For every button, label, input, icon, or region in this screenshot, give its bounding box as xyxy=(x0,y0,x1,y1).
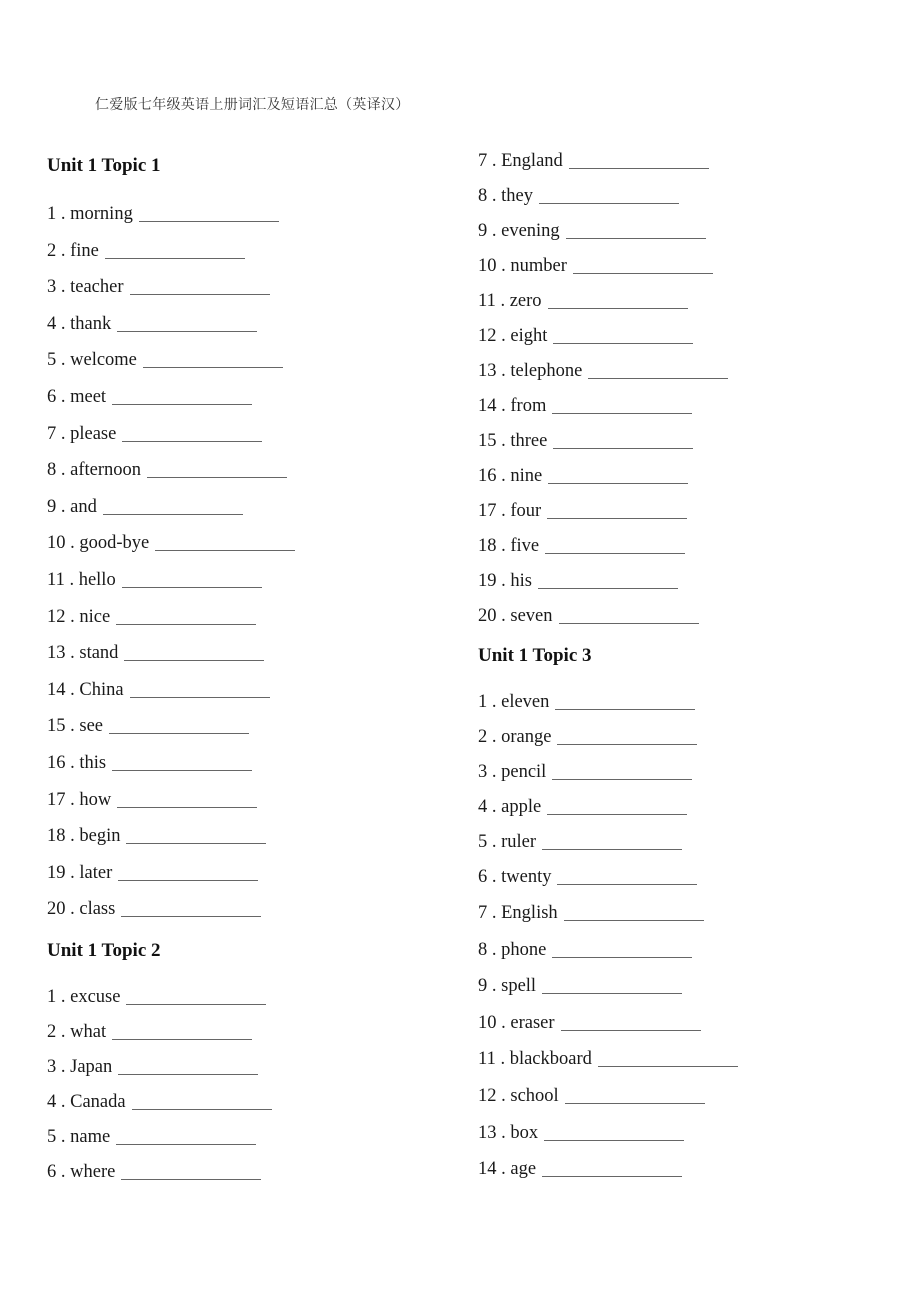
item-number: 11 xyxy=(478,1049,496,1069)
answer-blank[interactable] xyxy=(547,814,687,815)
vocab-word: blackboard xyxy=(509,1049,592,1069)
item-separator: . xyxy=(501,606,506,626)
vocab-word: age xyxy=(510,1159,537,1179)
item-number: 18 xyxy=(478,536,497,556)
vocab-word: morning xyxy=(70,204,133,224)
item-separator: . xyxy=(70,789,75,810)
answer-blank[interactable] xyxy=(566,238,706,239)
vocab-word: stand xyxy=(79,643,119,664)
vocab-word: zero xyxy=(509,291,542,311)
vocab-item xyxy=(47,715,249,737)
vocab-item xyxy=(47,862,258,884)
vocab-word: Canada xyxy=(70,1092,126,1112)
answer-blank[interactable] xyxy=(547,518,687,519)
item-number: 2 xyxy=(478,727,488,747)
answer-blank[interactable] xyxy=(552,779,692,780)
answer-blank[interactable] xyxy=(588,378,728,379)
vocab-word: pencil xyxy=(501,762,547,782)
answer-blank[interactable] xyxy=(116,1144,256,1145)
answer-blank[interactable] xyxy=(124,660,264,661)
item-number: 12 xyxy=(47,606,66,627)
answer-blank[interactable] xyxy=(548,483,688,484)
vocab-word: his xyxy=(510,571,532,591)
item-number: 7 xyxy=(478,903,488,923)
item-number: 6 xyxy=(47,1162,57,1182)
vocab-word: please xyxy=(70,423,117,444)
vocab-word: good-bye xyxy=(79,533,150,554)
vocab-item xyxy=(478,866,697,888)
vocab-item xyxy=(47,276,270,298)
item-separator: . xyxy=(491,186,497,206)
vocab-word: how xyxy=(79,789,112,810)
answer-blank[interactable] xyxy=(565,1103,705,1104)
item-separator: . xyxy=(70,716,75,737)
item-number: 10 xyxy=(47,533,66,554)
vocab-word: from xyxy=(510,396,547,416)
item-separator: . xyxy=(70,753,75,773)
answer-blank[interactable] xyxy=(117,807,257,808)
item-number: 5 xyxy=(47,1127,57,1147)
vocab-word: eight xyxy=(510,326,548,346)
vocab-word: begin xyxy=(79,826,121,847)
item-separator: . xyxy=(491,762,497,782)
answer-blank[interactable] xyxy=(555,709,695,710)
vocab-word: fine xyxy=(70,240,99,261)
answer-blank[interactable] xyxy=(544,1140,684,1141)
vocab-word: number xyxy=(510,256,567,276)
vocab-word: thank xyxy=(70,313,112,334)
vocab-item xyxy=(47,789,257,811)
item-number: 14 xyxy=(478,396,497,416)
vocab-item xyxy=(47,1021,252,1043)
answer-blank[interactable] xyxy=(121,1179,261,1180)
item-number: 10 xyxy=(478,256,497,276)
vocab-word: what xyxy=(70,1022,107,1042)
vocab-word: and xyxy=(70,496,97,517)
item-number: 15 xyxy=(478,431,497,451)
item-separator: . xyxy=(60,1127,66,1147)
answer-blank[interactable] xyxy=(103,514,243,515)
item-number: 1 xyxy=(478,692,488,712)
vocab-item xyxy=(478,761,692,783)
answer-blank[interactable] xyxy=(112,404,252,405)
answer-blank[interactable] xyxy=(118,880,258,881)
section-heading: Unit 1 Topic 1 xyxy=(47,155,161,176)
vocab-item xyxy=(478,691,695,713)
vocab-word: eraser xyxy=(510,1013,555,1033)
item-number: 6 xyxy=(478,867,488,887)
item-separator: . xyxy=(501,571,506,591)
vocab-item xyxy=(478,1012,701,1034)
vocab-word: meet xyxy=(70,387,107,407)
item-separator: . xyxy=(60,423,66,444)
item-number: 3 xyxy=(47,1057,57,1077)
vocab-word: telephone xyxy=(510,361,583,381)
item-separator: . xyxy=(501,536,506,556)
item-separator: . xyxy=(60,1162,66,1182)
item-number: 4 xyxy=(478,797,488,817)
item-number: 15 xyxy=(47,716,66,737)
item-number: 6 xyxy=(47,387,57,407)
vocab-word: orange xyxy=(501,727,552,747)
answer-blank[interactable] xyxy=(573,273,713,274)
item-separator: . xyxy=(491,727,497,747)
answer-blank[interactable] xyxy=(553,343,693,344)
item-separator: . xyxy=(501,431,506,451)
answer-blank[interactable] xyxy=(139,221,279,222)
vocab-word: four xyxy=(510,501,542,521)
vocab-word: this xyxy=(79,753,107,773)
item-separator: . xyxy=(501,501,506,521)
item-number: 1 xyxy=(47,204,57,224)
item-number: 14 xyxy=(47,679,66,700)
item-number: 16 xyxy=(47,753,66,773)
vocab-word: name xyxy=(70,1127,111,1147)
vocab-item xyxy=(47,532,295,554)
vocab-item xyxy=(47,1091,272,1113)
item-separator: . xyxy=(60,350,66,371)
vocab-word: welcome xyxy=(70,350,137,371)
vocab-item xyxy=(47,203,279,225)
vocab-item xyxy=(47,986,266,1008)
item-number: 13 xyxy=(47,643,66,664)
item-number: 12 xyxy=(478,326,497,346)
item-separator: . xyxy=(501,1086,506,1106)
item-separator: . xyxy=(501,466,506,486)
vocab-word: ruler xyxy=(501,832,537,852)
item-separator: . xyxy=(60,1057,66,1077)
item-separator: . xyxy=(70,899,75,920)
vocab-item xyxy=(478,220,706,242)
item-separator: . xyxy=(500,1049,506,1069)
item-number: 8 xyxy=(478,186,488,206)
vocab-item xyxy=(47,898,261,920)
answer-blank[interactable] xyxy=(155,550,295,551)
item-number: 17 xyxy=(478,501,497,521)
item-number: 16 xyxy=(478,466,497,486)
vocab-word: school xyxy=(510,1086,559,1106)
vocab-item xyxy=(478,360,728,382)
item-separator: . xyxy=(60,987,66,1007)
item-separator: . xyxy=(60,1022,66,1042)
vocab-word: teacher xyxy=(70,277,124,298)
answer-blank[interactable] xyxy=(545,553,685,554)
vocab-item xyxy=(47,679,270,701)
vocab-item xyxy=(478,1158,682,1180)
answer-blank[interactable] xyxy=(557,884,697,885)
item-separator: . xyxy=(69,570,75,590)
item-separator: . xyxy=(491,151,497,171)
vocab-word: spell xyxy=(501,976,537,996)
vocab-word: later xyxy=(79,862,113,883)
item-number: 13 xyxy=(478,1123,497,1143)
item-separator: . xyxy=(501,256,506,276)
vocab-word: see xyxy=(79,716,103,737)
answer-blank[interactable] xyxy=(132,1109,272,1110)
answer-blank[interactable] xyxy=(564,920,704,921)
item-number: 4 xyxy=(47,1092,57,1112)
vocab-item xyxy=(478,570,678,592)
vocab-word: hello xyxy=(78,570,116,590)
answer-blank[interactable] xyxy=(121,916,261,917)
vocab-item xyxy=(47,240,245,262)
answer-blank[interactable] xyxy=(126,1004,266,1005)
vocab-word: five xyxy=(510,536,540,556)
answer-blank[interactable] xyxy=(598,1066,738,1067)
vocab-word: apple xyxy=(501,797,542,817)
vocab-item xyxy=(47,423,262,445)
item-separator: . xyxy=(60,1092,66,1112)
answer-blank[interactable] xyxy=(117,331,257,332)
answer-blank[interactable] xyxy=(538,588,678,589)
vocab-word: class xyxy=(79,899,116,920)
item-number: 8 xyxy=(478,940,488,960)
item-number: 12 xyxy=(478,1086,497,1106)
answer-blank[interactable] xyxy=(542,849,682,850)
item-number: 2 xyxy=(47,240,57,261)
answer-blank[interactable] xyxy=(130,294,270,295)
answer-blank[interactable] xyxy=(109,733,249,734)
vocab-item xyxy=(478,535,685,557)
vocab-word: afternoon xyxy=(70,460,142,481)
vocab-item xyxy=(478,465,688,487)
item-number: 9 xyxy=(47,496,57,517)
vocab-item xyxy=(478,325,693,347)
answer-blank[interactable] xyxy=(143,367,283,368)
vocab-word: nice xyxy=(79,606,111,627)
item-number: 9 xyxy=(478,976,488,996)
answer-blank[interactable] xyxy=(561,1030,701,1031)
vocab-item xyxy=(478,500,687,522)
item-number: 9 xyxy=(478,221,488,241)
vocab-word: English xyxy=(501,903,558,923)
vocab-word: phone xyxy=(501,940,547,960)
vocab-item xyxy=(478,975,682,997)
item-number: 5 xyxy=(478,832,488,852)
answer-blank[interactable] xyxy=(112,770,252,771)
item-number: 11 xyxy=(47,570,65,590)
item-number: 10 xyxy=(478,1013,497,1033)
item-number: 17 xyxy=(47,789,66,810)
document-title: 仁爱版七年级英语上册词汇及短语汇总（英译汉） xyxy=(95,98,410,113)
vocab-item xyxy=(47,349,283,371)
item-number: 13 xyxy=(478,361,497,381)
item-number: 3 xyxy=(478,762,488,782)
answer-blank[interactable] xyxy=(542,1176,682,1177)
vocab-item xyxy=(47,642,264,664)
answer-blank[interactable] xyxy=(118,1074,258,1075)
item-separator: . xyxy=(70,533,75,554)
vocab-word: three xyxy=(510,431,548,451)
vocab-item xyxy=(478,255,713,277)
item-separator: . xyxy=(501,1013,506,1033)
item-separator: . xyxy=(70,643,75,664)
item-number: 7 xyxy=(47,423,57,444)
item-separator: . xyxy=(500,291,506,311)
item-separator: . xyxy=(491,832,497,852)
vocab-item xyxy=(478,902,704,924)
vocab-item xyxy=(478,185,679,207)
item-number: 20 xyxy=(478,606,497,626)
item-number: 18 xyxy=(47,826,66,847)
vocab-item xyxy=(478,150,709,172)
vocab-word: China xyxy=(79,679,124,700)
item-separator: . xyxy=(70,862,75,883)
vocab-word: where xyxy=(70,1162,116,1182)
vocab-item xyxy=(47,752,252,774)
answer-blank[interactable] xyxy=(147,477,287,478)
item-separator: . xyxy=(60,496,66,517)
item-separator: . xyxy=(491,221,497,241)
item-separator: . xyxy=(60,460,66,481)
answer-blank[interactable] xyxy=(552,957,692,958)
vocab-item xyxy=(47,825,266,847)
item-number: 20 xyxy=(47,899,66,920)
vocab-item xyxy=(47,386,252,408)
answer-blank[interactable] xyxy=(122,587,262,588)
item-number: 2 xyxy=(47,1022,57,1042)
item-separator: . xyxy=(501,361,506,381)
answer-blank[interactable] xyxy=(542,993,682,994)
section-heading: Unit 1 Topic 2 xyxy=(47,940,161,961)
item-separator: . xyxy=(491,976,497,996)
item-separator: . xyxy=(60,204,66,224)
item-separator: . xyxy=(491,867,497,887)
item-number: 4 xyxy=(47,313,57,334)
answer-blank[interactable] xyxy=(553,448,693,449)
item-separator: . xyxy=(501,326,506,346)
answer-blank[interactable] xyxy=(122,441,262,442)
item-number: 1 xyxy=(47,987,57,1007)
vocab-word: seven xyxy=(510,606,553,626)
answer-blank[interactable] xyxy=(569,168,709,169)
vocab-word: they xyxy=(501,186,533,206)
vocab-item xyxy=(478,290,688,312)
answer-blank[interactable] xyxy=(557,744,697,745)
answer-blank[interactable] xyxy=(126,843,266,844)
vocab-item xyxy=(478,605,699,627)
vocab-item xyxy=(47,569,262,591)
vocab-item xyxy=(47,1056,258,1078)
vocab-word: England xyxy=(501,151,563,171)
answer-blank[interactable] xyxy=(130,697,270,698)
vocab-item xyxy=(47,496,243,518)
vocab-item xyxy=(478,796,687,818)
vocab-item xyxy=(478,726,697,748)
item-number: 14 xyxy=(478,1159,497,1179)
item-number: 5 xyxy=(47,350,57,371)
item-separator: . xyxy=(70,606,75,627)
vocab-item xyxy=(478,1122,684,1144)
item-separator: . xyxy=(501,1159,506,1179)
answer-blank[interactable] xyxy=(559,623,699,624)
vocab-item xyxy=(47,1126,256,1148)
vocab-word: eleven xyxy=(501,692,550,712)
item-separator: . xyxy=(60,277,66,298)
item-separator: . xyxy=(60,240,66,261)
item-separator: . xyxy=(60,313,66,334)
item-separator: . xyxy=(491,940,497,960)
vocab-word: excuse xyxy=(70,987,121,1007)
section-heading: Unit 1 Topic 3 xyxy=(478,645,592,666)
vocab-word: evening xyxy=(501,221,560,241)
vocab-word: twenty xyxy=(501,867,552,887)
vocab-item xyxy=(478,939,692,961)
vocab-item xyxy=(478,430,693,452)
vocab-word: nine xyxy=(510,466,543,486)
item-separator: . xyxy=(501,396,506,416)
vocab-item xyxy=(478,1048,738,1070)
vocab-word: Japan xyxy=(70,1057,113,1077)
item-number: 7 xyxy=(478,151,488,171)
vocab-item xyxy=(47,459,287,481)
vocab-item xyxy=(478,395,692,417)
item-separator: . xyxy=(491,903,497,923)
item-number: 19 xyxy=(478,571,497,591)
vocab-item xyxy=(47,1161,261,1183)
item-number: 19 xyxy=(47,862,66,883)
item-separator: . xyxy=(491,797,497,817)
answer-blank[interactable] xyxy=(552,413,692,414)
vocab-item xyxy=(47,606,256,628)
item-separator: . xyxy=(70,826,75,847)
answer-blank[interactable] xyxy=(116,624,256,625)
vocab-item xyxy=(478,831,682,853)
item-number: 11 xyxy=(478,291,496,311)
answer-blank[interactable] xyxy=(548,308,688,309)
vocab-item xyxy=(478,1085,705,1107)
answer-blank[interactable] xyxy=(539,203,679,204)
item-separator: . xyxy=(501,1123,506,1143)
answer-blank[interactable] xyxy=(112,1039,252,1040)
item-number: 8 xyxy=(47,460,57,481)
vocab-word: box xyxy=(510,1123,539,1143)
item-number: 3 xyxy=(47,277,57,298)
answer-blank[interactable] xyxy=(105,258,245,259)
item-separator: . xyxy=(491,692,497,712)
item-separator: . xyxy=(60,387,66,407)
item-separator: . xyxy=(70,679,75,700)
vocab-item xyxy=(47,313,257,335)
